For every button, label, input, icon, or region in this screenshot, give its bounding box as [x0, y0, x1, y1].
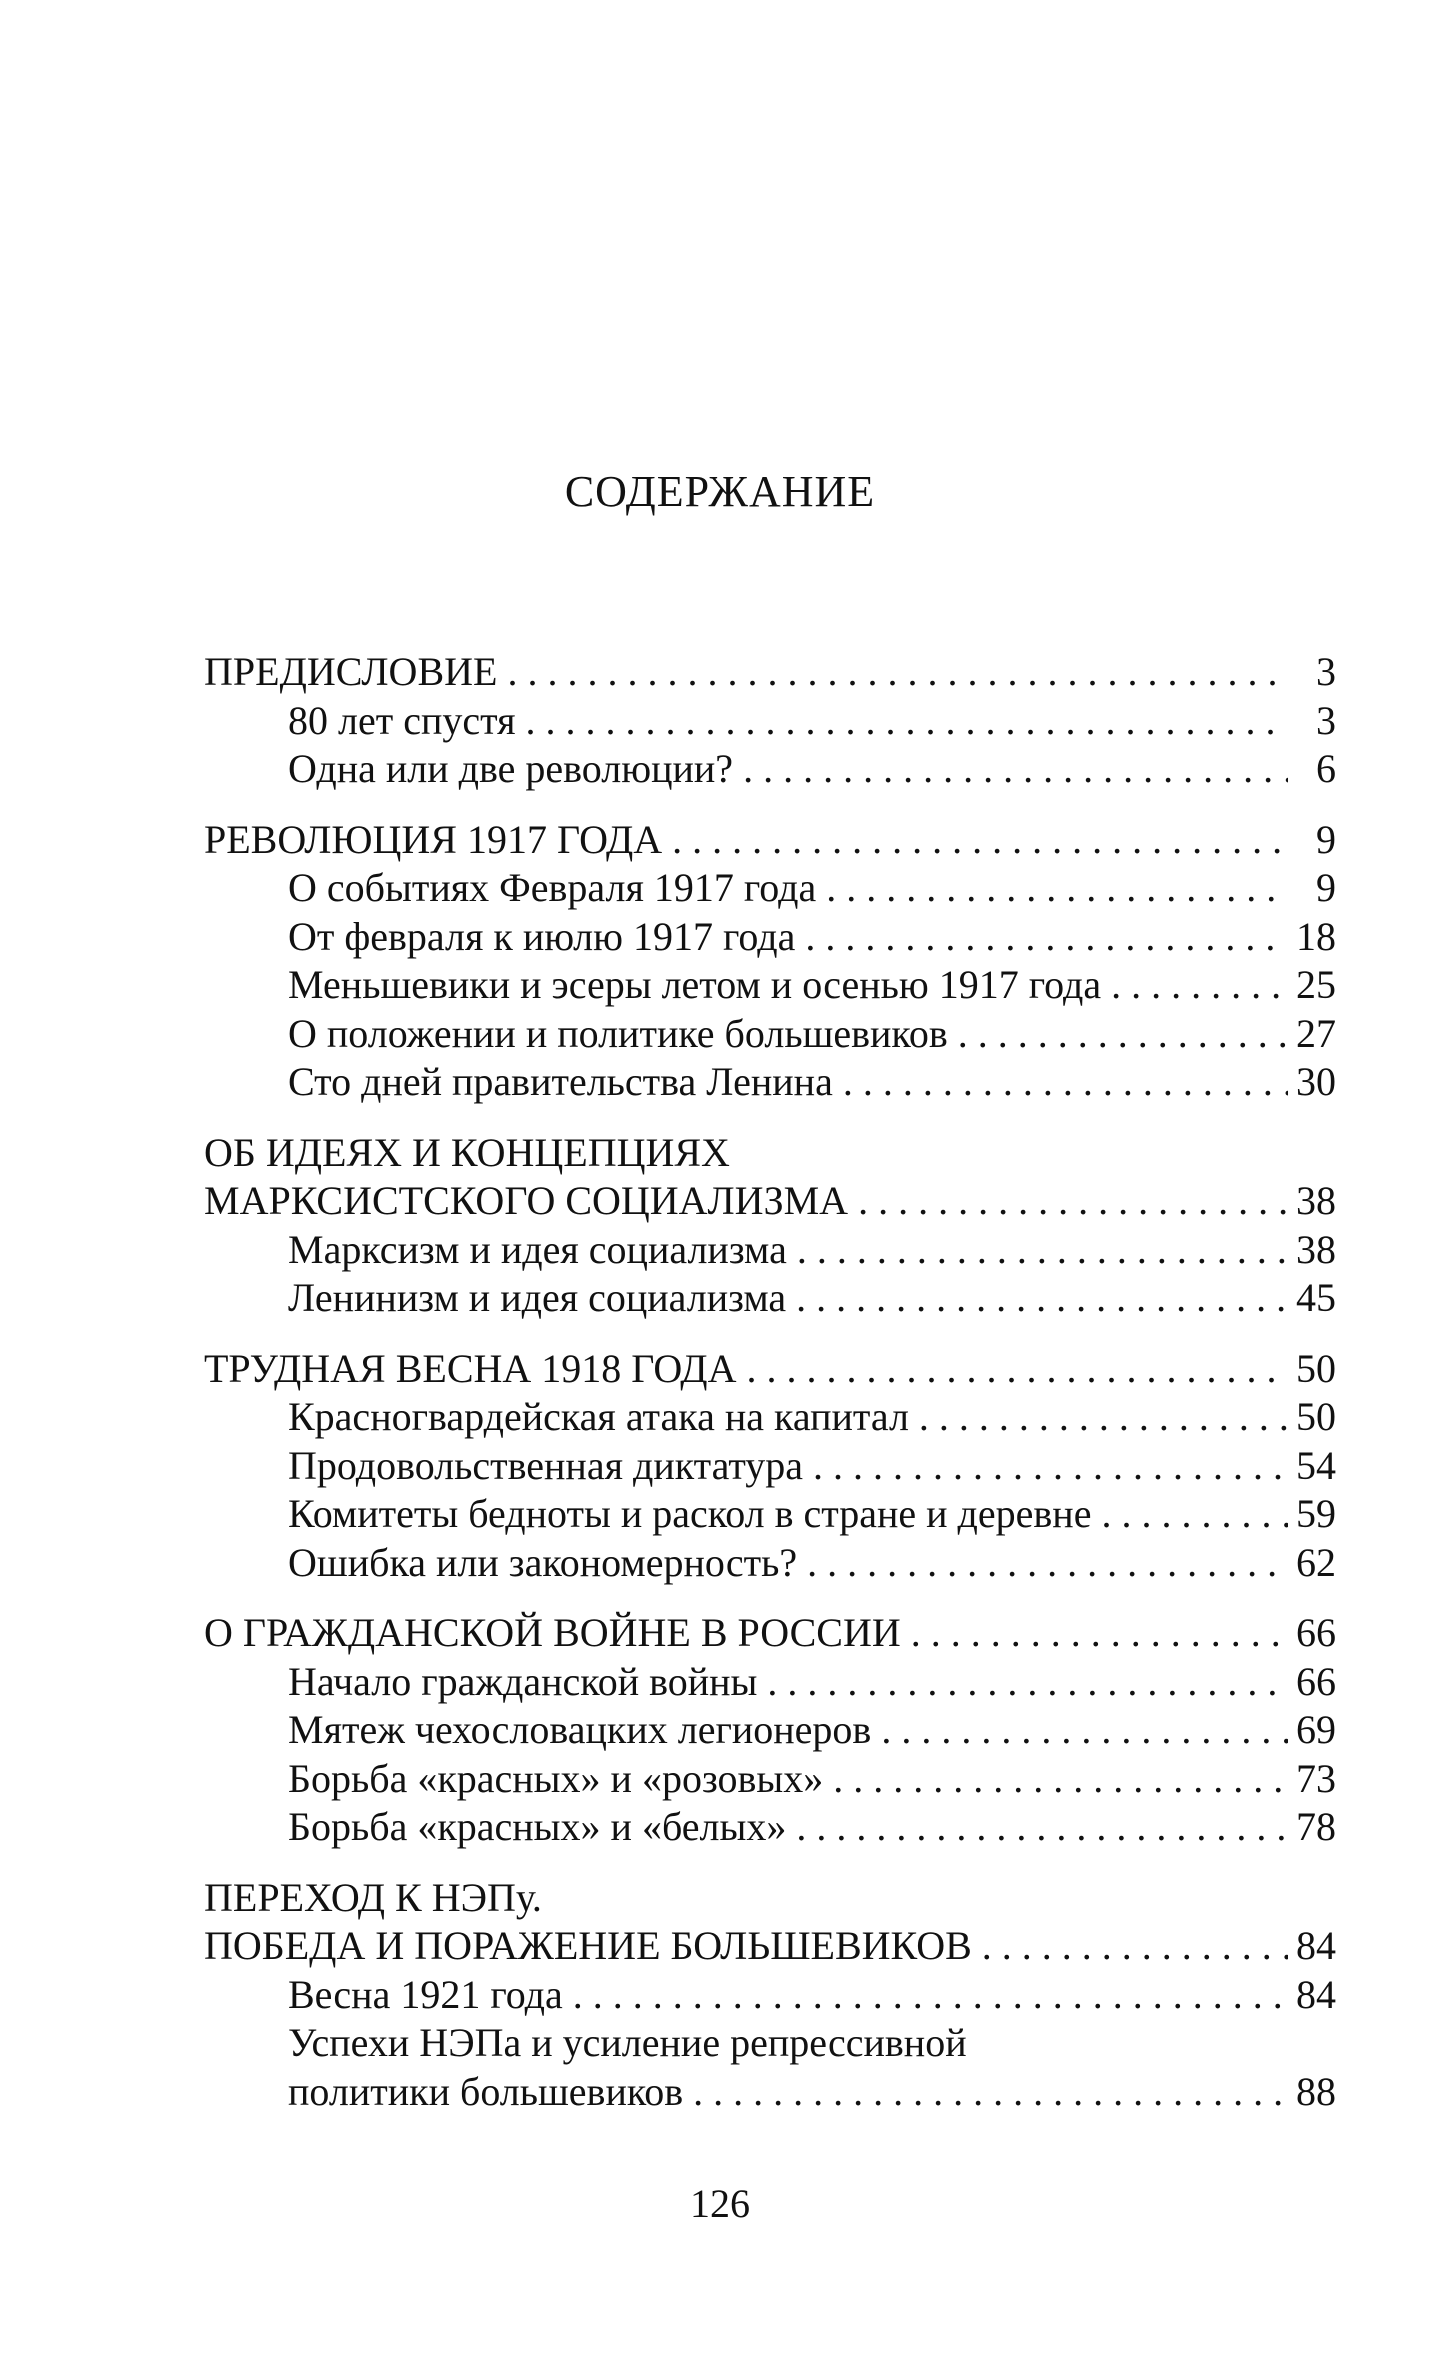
- toc-section-preface: [204, 648, 1336, 794]
- dot-leader: [813, 1442, 1288, 1491]
- toc-page-number: 84: [1296, 1971, 1336, 2017]
- toc-heading[interactable]: [204, 1345, 1336, 1394]
- dot-leader: [693, 2068, 1288, 2117]
- toc-entry-label: О событиях Февраля 1917 года: [288, 865, 817, 910]
- dot-leader: [672, 816, 1288, 865]
- toc-entry-label: Меньшевики и эсеры летом и осенью 1917 года: [288, 962, 1102, 1007]
- toc-entry-label: Сто дней правительства Ленина: [288, 1059, 833, 1104]
- toc-entry[interactable]: [204, 1706, 1336, 1755]
- dot-leader: [911, 1609, 1288, 1658]
- toc-entry[interactable]: [204, 913, 1336, 962]
- dot-leader: [958, 1010, 1288, 1059]
- toc-page-number: 59: [1296, 1491, 1336, 1536]
- toc-page-number: 78: [1296, 1804, 1336, 1849]
- toc-page-number: 25: [1296, 962, 1336, 1007]
- toc-page-number: 9: [1316, 816, 1336, 862]
- toc-entry-label: Красногвардейская атака на капитал: [288, 1394, 909, 1439]
- dot-leader: [796, 1274, 1288, 1323]
- toc-page-number: 62: [1296, 1539, 1336, 1585]
- toc-entry-label: От февраля к июлю 1917 года: [288, 913, 796, 959]
- toc-entry-label: О положении и политике большевиков: [288, 1010, 948, 1056]
- toc-page-number: 18: [1296, 913, 1336, 959]
- toc-entry[interactable]: [204, 1658, 1336, 1707]
- toc-entry[interactable]: [204, 1490, 1336, 1539]
- toc-entry-label: 80 лет спустя: [288, 697, 516, 743]
- toc-entry[interactable]: [204, 1755, 1336, 1804]
- toc-page-number: 69: [1296, 1707, 1336, 1752]
- dot-leader: [796, 1803, 1288, 1852]
- toc-entry[interactable]: [204, 1442, 1336, 1491]
- dot-leader: [746, 1345, 1288, 1394]
- toc-heading[interactable]: [204, 648, 1336, 697]
- toc-entry-label: Весна 1921 года: [288, 1971, 563, 2017]
- toc-entry-label: Начало гражданской войны: [288, 1658, 758, 1704]
- toc-entry[interactable]: [204, 2068, 1336, 2117]
- toc-entry[interactable]: [204, 1010, 1336, 1059]
- toc-entry-label: Комитеты бедноты и раскол в стране и деревне: [288, 1491, 1092, 1536]
- dot-leader: [573, 1971, 1288, 2020]
- toc-entry[interactable]: [204, 864, 1336, 913]
- toc-heading-label: ПОБЕДА И ПОРАЖЕНИЕ БОЛЬШЕВИКОВ: [204, 1923, 972, 1968]
- toc-entry[interactable]: [204, 1274, 1336, 1323]
- dot-leader: [919, 1393, 1288, 1442]
- toc-entry[interactable]: [204, 961, 1336, 1010]
- toc-entry[interactable]: [204, 1539, 1336, 1588]
- toc-page-number: 50: [1296, 1394, 1336, 1439]
- dot-leader: [982, 1922, 1288, 1971]
- dot-leader: [807, 1539, 1288, 1588]
- toc-heading-label: РЕВОЛЮЦИЯ 1917 ГОДА: [204, 816, 663, 862]
- toc-entry[interactable]: [204, 745, 1336, 794]
- toc-heading-line[interactable]: [204, 1129, 1336, 1178]
- toc-entry-label: Борьба «красных» и «розовых»: [288, 1755, 824, 1801]
- toc-entry[interactable]: [204, 697, 1336, 746]
- toc-entry[interactable]: [204, 1058, 1336, 1107]
- toc-entry-label: Ленинизм и идея социализма: [288, 1275, 787, 1320]
- toc-entry-label: Успехи НЭПа и усиление репрессивной: [288, 2020, 967, 2065]
- dot-leader: [507, 648, 1288, 697]
- dot-leader: [805, 913, 1288, 962]
- dot-leader: [881, 1706, 1288, 1755]
- toc-heading[interactable]: [204, 1922, 1336, 1971]
- toc-heading-label: ОБ ИДЕЯХ И КОНЦЕПЦИЯХ: [204, 1129, 730, 1175]
- toc-page-number: 73: [1296, 1755, 1336, 1801]
- toc-entry-label: Ошибка или закономерность?: [288, 1539, 798, 1585]
- dot-leader: [743, 745, 1288, 794]
- toc-entry[interactable]: [204, 1393, 1336, 1442]
- table-of-contents: [204, 648, 1336, 2138]
- toc-entry-label: Борьба «красных» и «белых»: [288, 1804, 787, 1849]
- toc-heading[interactable]: [204, 1609, 1336, 1658]
- toc-heading[interactable]: [204, 816, 1336, 865]
- toc-section-revolution-1917: [204, 816, 1336, 1107]
- toc-section-marxist-socialism: [204, 1129, 1336, 1323]
- toc-page-number: 54: [1296, 1442, 1336, 1488]
- dot-leader: [525, 697, 1288, 746]
- toc-entry-label: политики большевиков: [288, 2068, 684, 2114]
- toc-entry[interactable]: [204, 1971, 1336, 2020]
- toc-heading[interactable]: [204, 1177, 1336, 1226]
- dot-leader: [797, 1226, 1288, 1275]
- dot-leader: [767, 1658, 1288, 1707]
- toc-section-civil-war: [204, 1609, 1336, 1852]
- toc-page-number: 30: [1296, 1059, 1336, 1104]
- toc-page-number: 84: [1296, 1923, 1336, 1968]
- toc-page-number: 50: [1296, 1345, 1336, 1391]
- toc-entry-label: Мятеж чехословацких легионеров: [288, 1707, 872, 1752]
- dot-leader: [1101, 1490, 1288, 1539]
- toc-page-number: 38: [1296, 1226, 1336, 1272]
- dot-leader: [826, 864, 1288, 913]
- toc-page-number: 88: [1296, 2068, 1336, 2114]
- toc-page-number: 38: [1296, 1178, 1336, 1223]
- toc-entry-label: Продовольственная диктатура: [288, 1442, 804, 1488]
- toc-page-number: 3: [1316, 649, 1336, 694]
- toc-heading-label: ПРЕДИСЛОВИЕ: [204, 649, 498, 694]
- toc-section-spring-1918: [204, 1345, 1336, 1588]
- toc-entry[interactable]: [204, 1803, 1336, 1852]
- toc-page-number: 66: [1296, 1658, 1336, 1704]
- toc-heading-line[interactable]: [204, 1874, 1336, 1923]
- dot-leader: [858, 1177, 1288, 1226]
- toc-heading-label: ПЕРЕХОД К НЭПу.: [204, 1874, 542, 1920]
- toc-entry-label: Одна или две революции?: [288, 746, 734, 791]
- toc-heading-label: О ГРАЖДАНСКОЙ ВОЙНЕ В РОССИИ: [204, 1610, 901, 1655]
- toc-page-number: 27: [1296, 1010, 1336, 1056]
- dot-leader: [833, 1755, 1288, 1804]
- toc-page-number: 3: [1316, 697, 1336, 743]
- toc-section-nep: [204, 1874, 1336, 2117]
- toc-entry[interactable]: [204, 1226, 1336, 1275]
- dot-leader: [843, 1058, 1288, 1107]
- toc-entry-label: Марксизм и идея социализма: [288, 1226, 787, 1272]
- dot-leader: [1111, 961, 1288, 1010]
- toc-page-number: 66: [1296, 1610, 1336, 1655]
- toc-page-number: 6: [1316, 746, 1336, 791]
- toc-page-number: 9: [1316, 865, 1336, 910]
- toc-heading-label: МАРКСИСТСКОГО СОЦИАЛИЗМА: [204, 1178, 849, 1223]
- toc-heading-label: ТРУДНАЯ ВЕСНА 1918 ГОДА: [204, 1345, 737, 1391]
- page-title: СОДЕРЖАНИЕ: [564, 467, 876, 516]
- toc-entry-line[interactable]: [204, 2019, 1336, 2068]
- toc-page-number: 45: [1296, 1275, 1336, 1320]
- page-number: 126: [690, 2181, 750, 2226]
